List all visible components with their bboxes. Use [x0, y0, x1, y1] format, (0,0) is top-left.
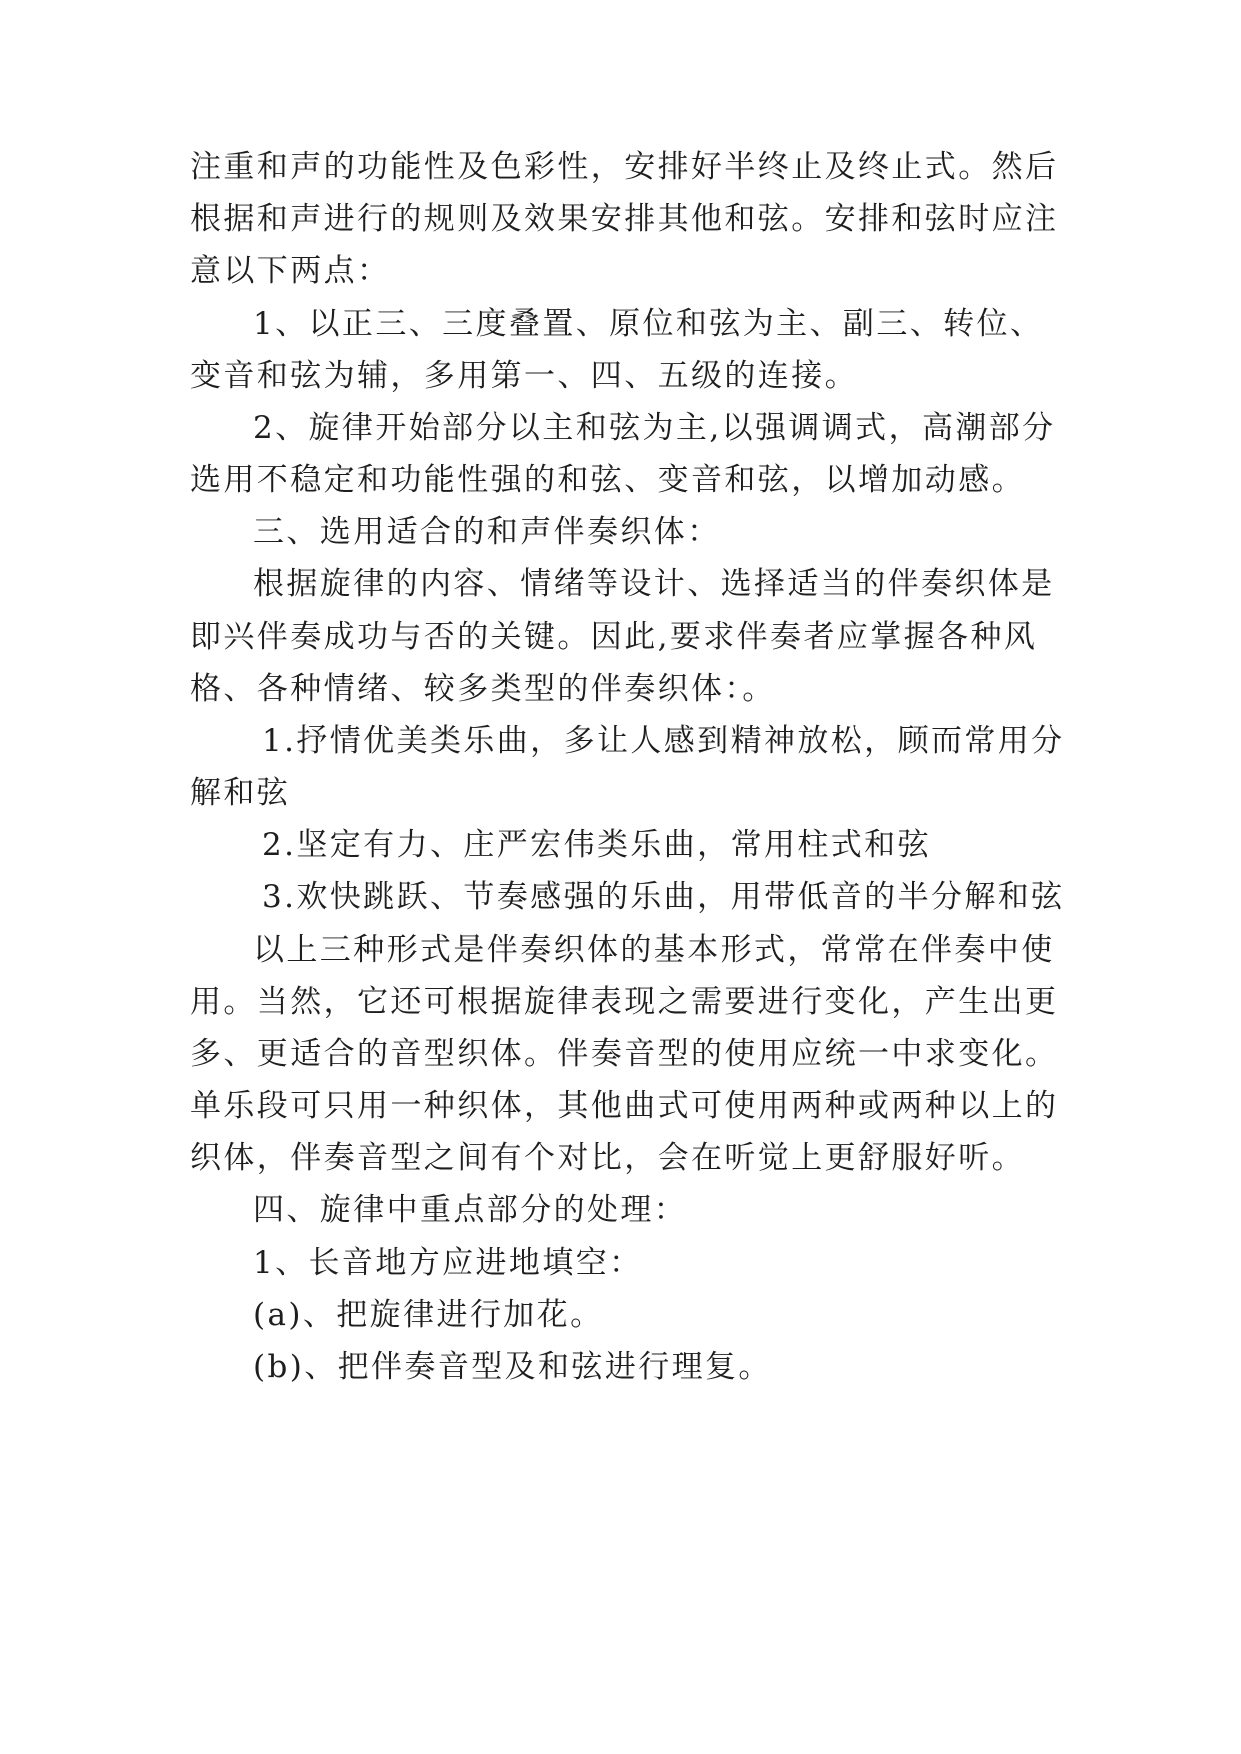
text-line-23: (a)、把旋律进行加花。 — [253, 1297, 604, 1333]
text-line-1: 注重和声的功能性及色彩性，安排好半终止及终止式。然后 — [190, 149, 1059, 185]
text-line-15: 3.欢快跳跃、节奏感强的乐曲，用带低音的半分解和弦 — [262, 879, 1065, 915]
text-line-18: 多、更适合的音型织体。伴奏音型的使用应统一中求变化。 — [190, 1036, 1059, 1072]
text-line-7: 选用不稳定和功能性强的和弦、变音和弦，以增加动感。 — [190, 462, 1025, 498]
text-line-24: (b)、把伴奏音型及和弦进行理复。 — [253, 1349, 772, 1385]
text-line-9: 根据旋律的内容、情绪等设计、选择适当的伴奏织体是 — [253, 566, 1055, 602]
text-line-17: 用。当然，它还可根据旋律表现之需要进行变化，产生出更 — [190, 984, 1059, 1020]
text-line-3: 意以下两点： — [190, 253, 391, 289]
text-line-19: 单乐段可只用一种织体，其他曲式可使用两种或两种以上的 — [190, 1088, 1059, 1124]
text-line-2: 根据和声进行的规则及效果安排其他和弦。安排和弦时应注 — [190, 201, 1059, 237]
section-heading-4: 四、旋律中重点部分的处理： — [253, 1192, 688, 1228]
text-line-12: 1.抒情优美类乐曲，多让人感到精神放松，顾而常用分 — [262, 723, 1065, 759]
text-line-22: 1、长音地方应进地填空： — [253, 1245, 643, 1281]
text-line-6: 2、旋律开始部分以主和弦为主,以强调调式，高潮部分 — [253, 410, 1056, 446]
text-line-11: 格、各种情绪、较多类型的伴奏织体：。 — [190, 671, 776, 707]
text-line-20: 织体，伴奏音型之间有个对比，会在听觉上更舒服好听。 — [190, 1140, 1025, 1176]
text-line-14: 2.坚定有力、庄严宏伟类乐曲，常用柱式和弦 — [262, 827, 931, 863]
section-heading-3: 三、选用适合的和声伴奏织体： — [253, 514, 721, 550]
text-line-13: 解和弦 — [190, 775, 291, 811]
text-line-4: 1、以正三、三度叠置、原位和弦为主、副三、转位、 — [253, 306, 1044, 342]
text-line-5: 变音和弦为辅，多用第一、四、五级的连接。 — [190, 358, 858, 394]
text-line-16: 以上三种形式是伴奏织体的基本形式，常常在伴奏中使 — [253, 932, 1055, 968]
text-line-10: 即兴伴奏成功与否的关键。因此,要求伴奏者应掌握各种风 — [190, 619, 1038, 655]
